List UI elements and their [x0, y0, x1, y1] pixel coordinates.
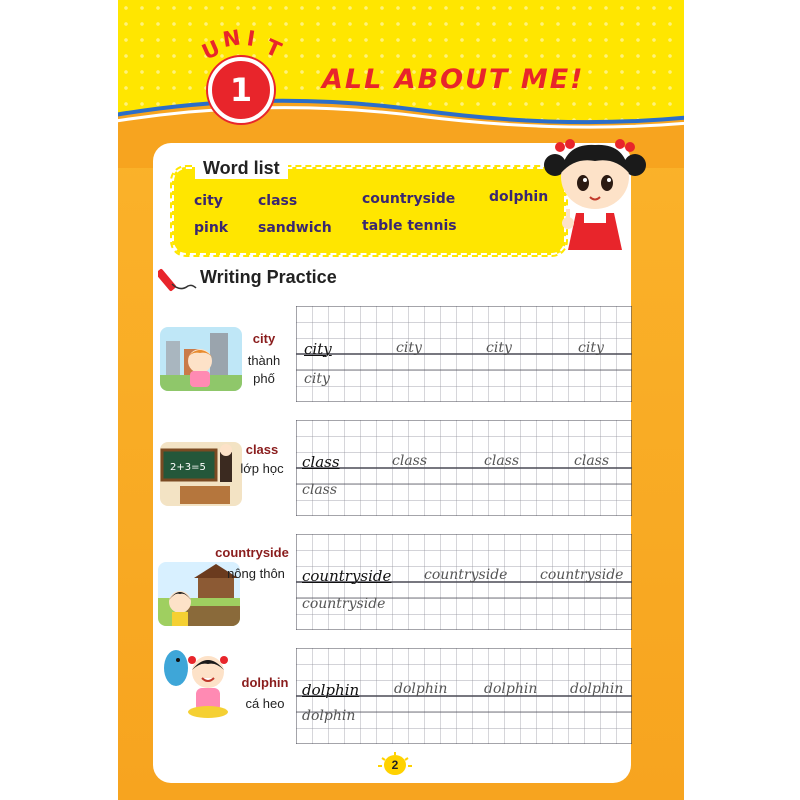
word-list-item: sandwich — [258, 220, 332, 236]
girl-mascot-picture — [540, 135, 650, 255]
practice-word: city — [252, 331, 276, 346]
practice-word: dolphin — [241, 675, 289, 690]
trace-word-solid[interactable]: city — [304, 340, 332, 358]
trace-word-dotted[interactable]: dolphin — [302, 708, 356, 724]
svg-text:U: U — [198, 35, 224, 65]
trace-word-dotted[interactable]: class — [574, 453, 610, 469]
dolphin-girl-picture — [156, 642, 238, 720]
word-list-item: pink — [194, 220, 229, 236]
word-list-box — [172, 167, 566, 255]
trace-word-dotted[interactable]: city — [304, 371, 330, 387]
trace-word-dotted[interactable]: city — [396, 340, 422, 356]
word-list-item: table tennis — [362, 218, 457, 234]
svg-text:T: T — [261, 34, 285, 63]
trace-word-dotted[interactable]: countryside — [540, 567, 624, 583]
classroom-picture — [160, 442, 242, 506]
pencil-icon — [158, 262, 198, 294]
practice-word: class — [245, 442, 279, 457]
page-title: ALL ABOUT ME! — [322, 64, 585, 95]
trace-word-dotted[interactable]: countryside — [302, 596, 386, 612]
page-number: 2 — [384, 755, 406, 775]
trace-word-dotted[interactable]: countryside — [424, 567, 508, 583]
word-list-item: dolphin — [489, 189, 549, 205]
practice-meaning: nông thôn — [227, 566, 285, 581]
writing-practice-title: Writing Practice — [200, 267, 337, 287]
practice-word: countryside — [215, 545, 289, 560]
unit-number: 1 — [229, 71, 253, 109]
trace-word-dotted[interactable]: class — [392, 453, 428, 469]
trace-word-dotted[interactable]: class — [302, 482, 338, 498]
city-girl-picture — [160, 327, 242, 391]
trace-word-dotted[interactable]: city — [486, 340, 512, 356]
trace-word-dotted[interactable]: dolphin — [394, 681, 448, 697]
svg-text:I: I — [245, 26, 257, 52]
trace-word-solid[interactable]: dolphin — [302, 681, 360, 699]
trace-word-dotted[interactable]: class — [484, 453, 520, 469]
word-list-title: Word list — [195, 158, 288, 179]
trace-word-solid[interactable]: countryside — [302, 567, 392, 585]
practice-meaning: thành phố — [247, 353, 281, 386]
trace-word-dotted[interactable]: dolphin — [484, 681, 538, 697]
practice-meaning: cá heo — [245, 696, 285, 711]
svg-text:2+3=5: 2+3=5 — [170, 462, 206, 473]
word-list-item: class — [258, 193, 298, 209]
practice-meaning: lớp học — [240, 461, 284, 476]
trace-word-dotted[interactable]: city — [578, 340, 604, 356]
trace-word-solid[interactable]: class — [302, 453, 340, 471]
page-number-badge — [376, 752, 416, 778]
word-list-item: countryside — [362, 191, 456, 207]
word-list-item: city — [194, 193, 223, 209]
svg-text:N: N — [221, 25, 243, 52]
unit-badge — [208, 57, 274, 123]
trace-word-dotted[interactable]: dolphin — [570, 681, 624, 697]
